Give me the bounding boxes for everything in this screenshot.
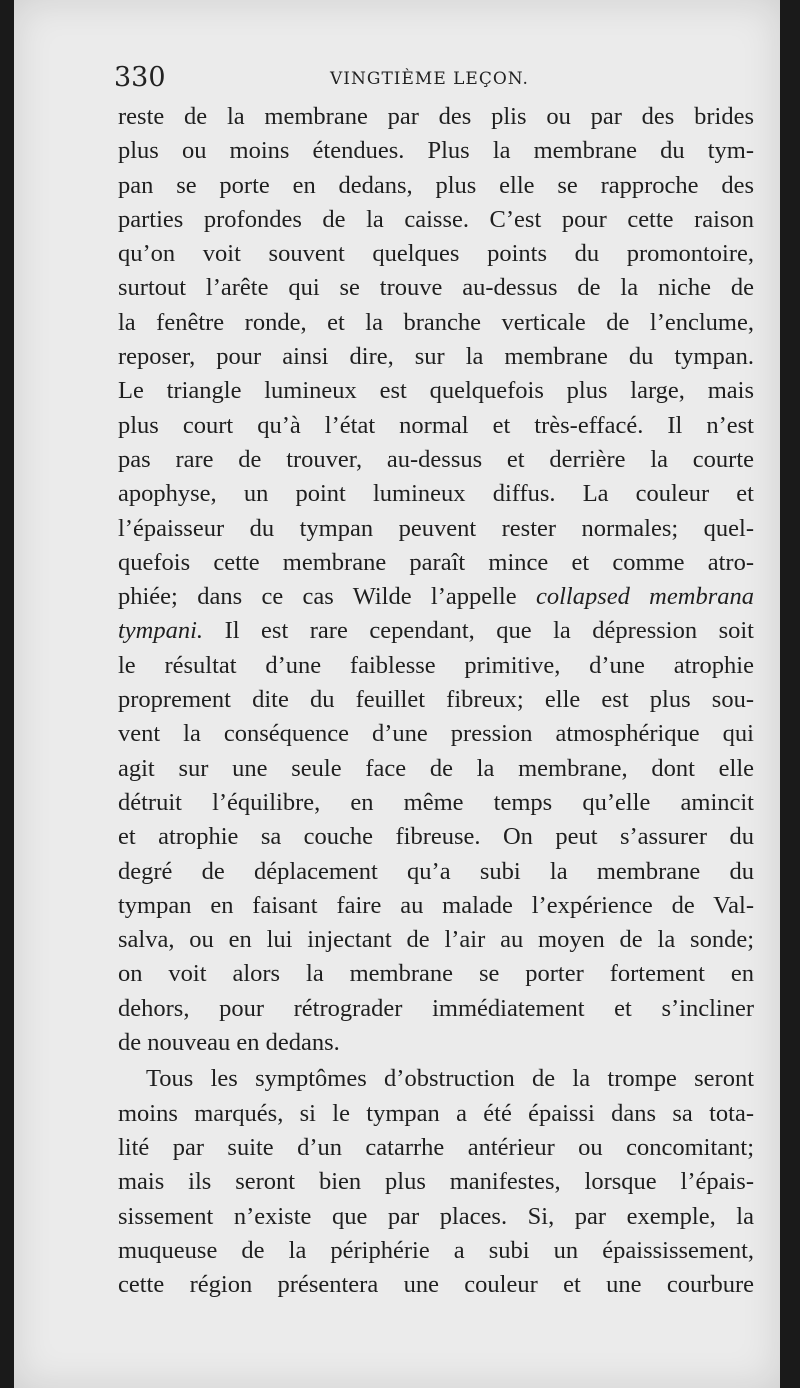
text-line: reste de la membrane par des plis ou par des brides — [118, 103, 754, 130]
text-line: quefois cette membrane paraît mince et comme atro- — [118, 548, 754, 576]
text-line: et atrophie sa couche fibreuse. On peut s’assurer du — [118, 823, 754, 851]
text-line: pan se porte en dedans, plus elle se rapproche des — [118, 171, 754, 199]
text-line: parties profondes de la caisse. C’est pour cette raison — [118, 205, 754, 233]
text-line: lité par suite d’un catarrhe antérieur ou concomitant; — [118, 1133, 754, 1161]
text-line — [118, 614, 754, 648]
line-text: phiée; dans ce cas Wilde l’appelle — [118, 583, 536, 611]
running-head: VINGTIÈME LEÇON. — [330, 69, 529, 89]
book-page — [14, 0, 780, 1388]
italic-term: tympani. — [118, 617, 204, 645]
text-line: dehors, pour rétrograder immédiatement et s’incliner — [118, 994, 754, 1022]
text-line: agit sur une seule face de la membrane, dont elle — [118, 754, 754, 782]
text-line: de nouveau en dedans. — [118, 1029, 340, 1057]
italic-term: collapsed membrana — [535, 583, 754, 611]
text-line: mais ils seront bien plus manifestes, lorsque l’épais- — [118, 1168, 754, 1196]
text-line: cette région présentera une couleur et une courbure — [118, 1271, 754, 1299]
text-line: moins marqués, si le tympan a été épaissi dans sa tota- — [118, 1099, 754, 1127]
text-line: la fenêtre ronde, et la branche verticale de l’enclume, — [118, 308, 754, 336]
text-line: degré de déplacement qu’a subi la membrane du — [118, 857, 754, 885]
text-line: l’épaisseur du tympan peuvent rester normales; quel- — [118, 514, 754, 542]
text-line: surtout l’arête qui se trouve au-dessus de la niche de — [118, 274, 754, 302]
text-line: détruit l’équilibre, en même temps qu’elle amincit — [118, 788, 754, 816]
text-line: Tous les symptômes d’obstruction de la trompe seront — [146, 1065, 754, 1093]
text-line: Le triangle lumineux est quelquefois plus large, mais — [118, 377, 754, 405]
page-number: 330 — [114, 62, 166, 93]
text-line: salva, ou en lui injectant de l’air au moyen de la sonde; — [118, 926, 754, 954]
text-line — [118, 580, 754, 614]
text-line: sissement n’existe que par places. Si, par exemple, la — [118, 1202, 754, 1230]
text-line: on voit alors la membrane se porter fortement en — [118, 960, 754, 988]
line-text: Il est rare cependant, que la dépression soit — [203, 617, 754, 645]
text-line: vent la conséquence d’une pression atmosphérique qui — [118, 720, 754, 748]
page-body — [118, 100, 754, 1302]
text-line: plus ou moins étendues. Plus la membrane du tym- — [118, 137, 754, 165]
text-line: le résultat d’une faiblesse primitive, d’une atrophie — [118, 651, 754, 679]
text-line: plus court qu’à l’état normal et très-effacé. Il n’est — [118, 411, 754, 439]
text-line: qu’on voit souvent quelques points du promontoire, — [118, 240, 754, 268]
text-line: muqueuse de la périphérie a subi un épaississement, — [118, 1236, 754, 1264]
text-line: reposer, pour ainsi dire, sur la membrane du tympan. — [118, 343, 754, 371]
paragraph-1 — [118, 100, 754, 1060]
text-line: apophyse, un point lumineux diffus. La couleur et — [118, 480, 754, 508]
text-line: pas rare de trouver, au-dessus et derrière la courte — [118, 445, 754, 473]
page-header — [114, 62, 754, 94]
text-line: tympan en faisant faire au malade l’expérience de Val- — [118, 891, 754, 919]
paragraph-2 — [118, 1062, 754, 1302]
text-line: proprement dite du feuillet fibreux; elle est plus sou- — [118, 686, 754, 714]
